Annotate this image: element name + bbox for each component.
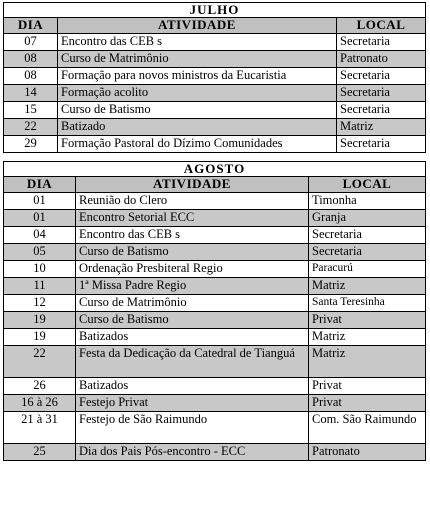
activity-cell: Curso de Batismo: [76, 244, 309, 261]
location-cell: Patronato: [337, 51, 426, 68]
table-row: [4, 51, 426, 68]
day-cell: 25: [4, 444, 76, 461]
table-row: [4, 295, 426, 312]
table-row: [4, 378, 426, 395]
activity-cell: Festejo Privat: [76, 395, 309, 412]
table-row: [4, 244, 426, 261]
location-cell: Granja: [309, 210, 426, 227]
day-cell: 29: [4, 136, 58, 153]
day-cell: 01: [4, 210, 76, 227]
activity-cell: 1ª Missa Padre Regio: [76, 278, 309, 295]
table-row: [4, 136, 426, 153]
location-cell: Secretaria: [337, 34, 426, 51]
july-schedule-table: [3, 2, 426, 153]
table-row: [4, 312, 426, 329]
schedule-page: [3, 2, 425, 461]
day-cell: 08: [4, 68, 58, 85]
day-cell: 22: [4, 119, 58, 136]
day-cell: 26: [4, 378, 76, 395]
day-cell: 11: [4, 278, 76, 295]
activity-cell: Festejo de São Raimundo: [76, 412, 309, 444]
activity-cell: Festa da Dedicação da Catedral de Tianguá: [76, 346, 309, 378]
activity-cell: Formação para novos ministros da Eucaristia: [58, 68, 337, 85]
location-cell: Matriz: [337, 119, 426, 136]
day-cell: 19: [4, 312, 76, 329]
table-row: [4, 346, 426, 378]
location-cell: Matriz: [309, 278, 426, 295]
activity-cell: Formação acolito: [58, 85, 337, 102]
day-cell: 10: [4, 261, 76, 278]
day-cell: 04: [4, 227, 76, 244]
activity-cell: Batizado: [58, 119, 337, 136]
activity-cell: Encontro das CEB s: [58, 34, 337, 51]
august-title: AGOSTO: [4, 162, 426, 177]
august-schedule-table: [3, 161, 426, 461]
july-title: JULHO: [4, 3, 426, 18]
activity-cell: Curso de Batismo: [58, 102, 337, 119]
july-header-row: [4, 18, 426, 34]
activity-cell: Curso de Matrimônio: [58, 51, 337, 68]
table-row: [4, 102, 426, 119]
day-cell: 15: [4, 102, 58, 119]
day-cell: 08: [4, 51, 58, 68]
activity-cell: Curso de Batismo: [76, 312, 309, 329]
table-row: [4, 34, 426, 51]
location-cell: Secretaria: [309, 227, 426, 244]
august-header-day: DIA: [4, 177, 76, 193]
table-row: [4, 261, 426, 278]
table-row: [4, 329, 426, 346]
august-header-row: [4, 177, 426, 193]
activity-cell: Batizados: [76, 378, 309, 395]
day-cell: 22: [4, 346, 76, 378]
location-cell: Secretaria: [337, 102, 426, 119]
day-cell: 07: [4, 34, 58, 51]
august-header-activity: ATIVIDADE: [76, 177, 309, 193]
day-cell: 05: [4, 244, 76, 261]
table-row: [4, 119, 426, 136]
activity-cell: Ordenação Presbiteral Regio: [76, 261, 309, 278]
location-cell: Secretaria: [337, 68, 426, 85]
table-row: [4, 395, 426, 412]
location-cell: Santa Teresinha: [309, 295, 426, 312]
activity-cell: Formação Pastoral do Dízimo Comunidades: [58, 136, 337, 153]
location-cell: Paracurú: [309, 261, 426, 278]
day-cell: 01: [4, 193, 76, 210]
july-header-activity: ATIVIDADE: [58, 18, 337, 34]
location-cell: Secretaria: [337, 85, 426, 102]
table-row: [4, 227, 426, 244]
activity-cell: Reunião do Clero: [76, 193, 309, 210]
table-row: [4, 193, 426, 210]
july-header-location: LOCAL: [337, 18, 426, 34]
activity-cell: Batizados: [76, 329, 309, 346]
day-cell: 14: [4, 85, 58, 102]
activity-cell: Curso de Matrimônio: [76, 295, 309, 312]
day-cell: 12: [4, 295, 76, 312]
location-cell: Secretaria: [337, 136, 426, 153]
activity-cell: Encontro Setorial ECC: [76, 210, 309, 227]
day-cell: 21 à 31: [4, 412, 76, 444]
august-title-row: [4, 162, 426, 177]
table-row: [4, 278, 426, 295]
location-cell: Com. São Raimundo: [309, 412, 426, 444]
location-cell: Privat: [309, 395, 426, 412]
day-cell: 16 à 26: [4, 395, 76, 412]
table-row: [4, 85, 426, 102]
july-title-row: [4, 3, 426, 18]
location-cell: Timonha: [309, 193, 426, 210]
location-cell: Patronato: [309, 444, 426, 461]
location-cell: Privat: [309, 378, 426, 395]
august-header-location: LOCAL: [309, 177, 426, 193]
table-row: [4, 412, 426, 444]
table-row: [4, 444, 426, 461]
location-cell: Matriz: [309, 329, 426, 346]
location-cell: Secretaria: [309, 244, 426, 261]
table-row: [4, 68, 426, 85]
july-header-day: DIA: [4, 18, 58, 34]
location-cell: Privat: [309, 312, 426, 329]
activity-cell: Dia dos Pais Pós-encontro - ECC: [76, 444, 309, 461]
activity-cell: Encontro das CEB s: [76, 227, 309, 244]
day-cell: 19: [4, 329, 76, 346]
table-row: [4, 210, 426, 227]
location-cell: Matriz: [309, 346, 426, 378]
